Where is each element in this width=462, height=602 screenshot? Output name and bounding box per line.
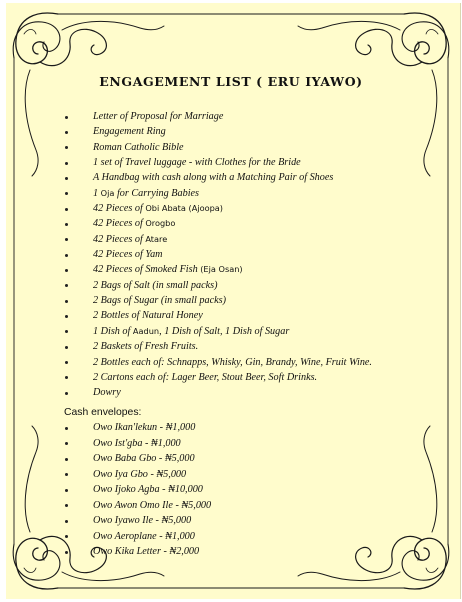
yoruba-term: Aadun [132,325,160,336]
yoruba-term: Oja [100,187,115,198]
list-item: 42 Pieces of Orogbo [60,216,372,231]
list-item: 42 Pieces of Obi Abata (Ajoopa) [60,201,372,216]
list-item: A Handbag with cash along with a Matching Pair of Shoes [60,170,372,185]
yoruba-term: Orogbo [145,218,176,229]
engagement-items-list [60,109,372,401]
list-item: Owo Iyawo Ile - ₦5,000 [60,513,211,529]
yoruba-term: (Eja Osan) [200,264,243,275]
list-item: 2 Bags of Sugar (in small packs) [60,293,372,308]
list-item: 1 Oja for Carrying Babies [60,186,372,201]
list-item: 42 Pieces of Atare [60,232,372,247]
list-item: 42 Pieces of Yam [60,247,372,262]
list-item: Owo Iya Gbo - ₦5,000 [60,467,211,483]
list-item: Roman Catholic Bible [60,140,372,155]
list-item: Owo Kika Letter - ₦2,000 [60,544,211,560]
yoruba-term: Obi Abata (Ajoopa) [145,203,224,214]
list-item: Engagement Ring [60,124,372,139]
list-item: 2 Bags of Salt (in small packs) [60,278,372,293]
list-item: Letter of Proposal for Marriage [60,109,372,124]
yoruba-term: Atare [145,233,168,244]
document-title: ENGAGEMENT LIST ( ERU IYAWO) [99,74,363,89]
list-item: Owo Baba Gbo - ₦5,000 [60,451,211,467]
list-item: Owo Aeroplane - ₦1,000 [60,529,211,545]
list-item: 1 Dish of Aadun, 1 Dish of Salt, 1 Dish of Sugar [60,324,372,339]
list-item: 2 Cartons each of: Lager Beer, Stout Beer, Soft Drinks. [60,370,372,385]
list-item: Dowry [60,385,372,400]
cash-envelopes-heading: Cash envelopes: [64,407,142,418]
list-item: Owo Ijoko Agba - ₦10,000 [60,482,211,498]
list-item: Owo Awon Omo Ile - ₦5,000 [60,498,211,514]
list-item: Owo Ikan'lekun - ₦1,000 [60,420,211,436]
list-item: 2 Baskets of Fresh Fruits. [60,339,372,354]
list-item: Owo Ist'gba - ₦1,000 [60,436,211,452]
cash-envelopes-list [60,420,211,560]
list-item: 42 Pieces of Smoked Fish (Eja Osan) [60,262,372,277]
list-item: 2 Bottles of Natural Honey [60,308,372,323]
list-item: 1 set of Travel luggage - with Clothes for the Bride [60,155,372,170]
list-item: 2 Bottles each of: Schnapps, Whisky, Gin, Brandy, Wine, Fruit Wine. [60,355,372,370]
